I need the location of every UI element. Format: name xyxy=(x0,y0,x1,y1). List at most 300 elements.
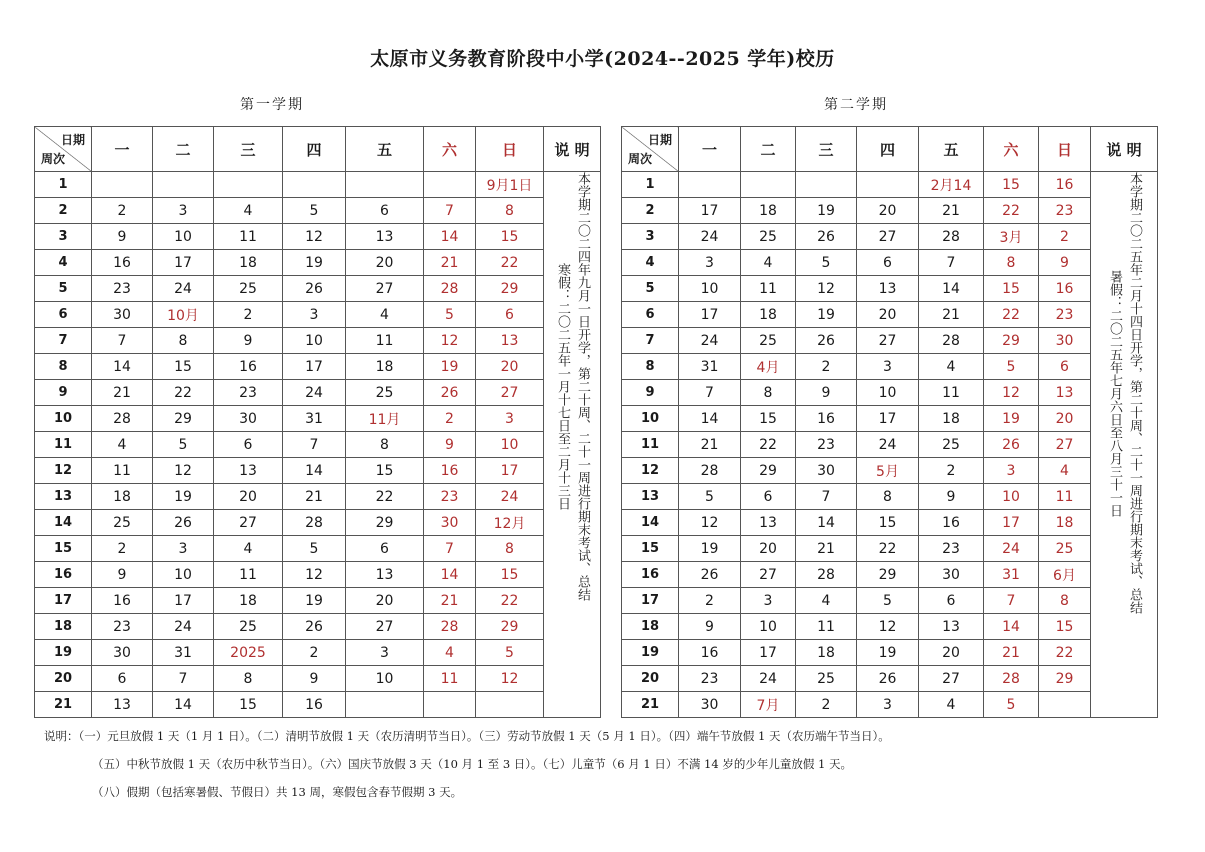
date-cell: 20 xyxy=(1039,406,1091,432)
week-number: 10 xyxy=(35,406,92,432)
date-cell: 4 xyxy=(1039,458,1091,484)
date-cell: 23 xyxy=(796,432,857,458)
week-row xyxy=(35,536,601,562)
week-number: 7 xyxy=(35,328,92,354)
date-cell: 2 xyxy=(796,692,857,718)
date-cell: 6 xyxy=(741,484,796,510)
date-cell: 8 xyxy=(346,432,424,458)
date-cell: 19 xyxy=(153,484,214,510)
date-cell: 9 xyxy=(919,484,984,510)
week-row xyxy=(35,250,601,276)
semester1-body xyxy=(35,172,601,718)
week-number: 12 xyxy=(35,458,92,484)
semester1-title: 第一学期 xyxy=(240,97,304,113)
date-cell: 14 xyxy=(984,614,1039,640)
date-cell: 16 xyxy=(92,250,153,276)
week-number: 10 xyxy=(622,406,679,432)
date-cell: 3 xyxy=(857,354,919,380)
week-number: 12 xyxy=(622,458,679,484)
date-cell xyxy=(796,172,857,198)
date-cell: 7 xyxy=(424,198,476,224)
week-row xyxy=(35,588,601,614)
date-cell: 11 xyxy=(92,458,153,484)
date-cell: 25 xyxy=(741,328,796,354)
date-cell: 19 xyxy=(679,536,741,562)
date-cell: 3 xyxy=(346,640,424,666)
date-cell: 7 xyxy=(679,380,741,406)
calendar-title: 太原市义务教育阶段中小学(2024--2025 学年)校历 xyxy=(370,48,835,70)
date-cell: 18 xyxy=(346,354,424,380)
date-cell: 11 xyxy=(424,666,476,692)
date-cell: 4 xyxy=(919,354,984,380)
week-number: 21 xyxy=(622,692,679,718)
footnote-line: 说明：（一）元旦放假 1 天（1 月 1 日）。（二）清明节放假 1 天（农历清明节当日）。（三）劳动节放假 1 天（5 月 1 日）。（四）端午节放假 1 天（农历端午节当日）。 xyxy=(44,729,890,743)
date-cell: 15 xyxy=(214,692,283,718)
date-cell: 17 xyxy=(857,406,919,432)
date-cell: 9 xyxy=(1039,250,1091,276)
date-cell: 2025 xyxy=(214,640,283,666)
week-row xyxy=(35,198,601,224)
note-header: 说 明 xyxy=(1091,127,1158,172)
week-number: 4 xyxy=(622,250,679,276)
date-cell: 3 xyxy=(476,406,544,432)
semester1-header-row xyxy=(35,127,601,172)
date-cell: 12 xyxy=(679,510,741,536)
week-number: 4 xyxy=(35,250,92,276)
date-cell: 4 xyxy=(214,536,283,562)
date-cell: 22 xyxy=(346,484,424,510)
date-cell: 28 xyxy=(679,458,741,484)
date-cell: 4 xyxy=(796,588,857,614)
date-cell: 5 xyxy=(984,354,1039,380)
date-cell: 9 xyxy=(92,562,153,588)
week-row xyxy=(622,614,1158,640)
date-cell: 28 xyxy=(424,614,476,640)
date-cell: 27 xyxy=(346,614,424,640)
date-cell: 28 xyxy=(919,328,984,354)
week-row xyxy=(622,276,1158,302)
date-cell: 2 xyxy=(92,198,153,224)
date-cell: 15 xyxy=(857,510,919,536)
date-cell: 18 xyxy=(741,198,796,224)
date-cell: 10 xyxy=(476,432,544,458)
date-cell: 20 xyxy=(857,198,919,224)
date-cell: 14 xyxy=(796,510,857,536)
date-cell: 2 xyxy=(92,536,153,562)
date-cell: 21 xyxy=(919,302,984,328)
semester2-body xyxy=(622,172,1158,718)
week-row xyxy=(35,484,601,510)
date-cell: 17 xyxy=(153,588,214,614)
date-cell: 13 xyxy=(476,328,544,354)
date-cell: 15 xyxy=(476,562,544,588)
date-cell: 31 xyxy=(283,406,346,432)
date-cell: 5 xyxy=(857,588,919,614)
date-cell: 24 xyxy=(984,536,1039,562)
diag-label-date: 日期 xyxy=(647,133,672,147)
week-number: 8 xyxy=(622,354,679,380)
week-row xyxy=(35,354,601,380)
date-cell xyxy=(153,172,214,198)
date-cell: 7 xyxy=(92,328,153,354)
date-cell: 25 xyxy=(92,510,153,536)
date-cell: 12 xyxy=(857,614,919,640)
date-cell: 6 xyxy=(1039,354,1091,380)
date-cell: 22 xyxy=(984,302,1039,328)
date-cell: 20 xyxy=(214,484,283,510)
week-row xyxy=(35,562,601,588)
date-cell: 4 xyxy=(919,692,984,718)
day-header-thu: 四 xyxy=(283,127,346,172)
date-cell: 6 xyxy=(346,536,424,562)
date-cell: 3 xyxy=(153,536,214,562)
date-cell: 28 xyxy=(984,666,1039,692)
week-number: 9 xyxy=(35,380,92,406)
date-cell: 15 xyxy=(476,224,544,250)
week-row xyxy=(35,276,601,302)
week-row xyxy=(622,640,1158,666)
date-cell: 29 xyxy=(857,562,919,588)
date-cell: 18 xyxy=(1039,510,1091,536)
date-cell: 22 xyxy=(153,380,214,406)
date-cell: 11月 xyxy=(346,406,424,432)
date-cell: 14 xyxy=(153,692,214,718)
date-cell: 17 xyxy=(476,458,544,484)
date-cell: 16 xyxy=(92,588,153,614)
date-cell: 28 xyxy=(92,406,153,432)
date-cell: 11 xyxy=(741,276,796,302)
date-cell: 22 xyxy=(476,250,544,276)
week-row xyxy=(35,510,601,536)
week-row xyxy=(35,328,601,354)
date-cell: 24 xyxy=(857,432,919,458)
date-cell: 11 xyxy=(346,328,424,354)
day-header-mon: 一 xyxy=(92,127,153,172)
date-cell: 13 xyxy=(92,692,153,718)
date-cell: 9 xyxy=(796,380,857,406)
date-cell: 29 xyxy=(984,328,1039,354)
date-cell: 16 xyxy=(1039,276,1091,302)
week-number: 19 xyxy=(35,640,92,666)
week-row xyxy=(35,614,601,640)
date-cell: 29 xyxy=(476,614,544,640)
date-cell: 22 xyxy=(741,432,796,458)
date-cell: 2 xyxy=(796,354,857,380)
date-cell: 13 xyxy=(1039,380,1091,406)
date-cell: 4 xyxy=(92,432,153,458)
week-row xyxy=(35,172,601,198)
date-cell: 26 xyxy=(153,510,214,536)
date-cell: 13 xyxy=(919,614,984,640)
week-row xyxy=(622,380,1158,406)
date-cell: 29 xyxy=(741,458,796,484)
date-cell: 25 xyxy=(796,666,857,692)
day-header-thu: 四 xyxy=(857,127,919,172)
week-row xyxy=(35,458,601,484)
date-cell: 24 xyxy=(153,276,214,302)
date-cell: 13 xyxy=(346,562,424,588)
date-cell: 16 xyxy=(679,640,741,666)
date-cell: 10 xyxy=(679,276,741,302)
day-header-wed: 三 xyxy=(796,127,857,172)
date-cell: 26 xyxy=(796,224,857,250)
date-cell: 21 xyxy=(92,380,153,406)
week-number: 11 xyxy=(35,432,92,458)
date-cell: 2月14 xyxy=(919,172,984,198)
date-cell: 9 xyxy=(92,224,153,250)
date-cell xyxy=(92,172,153,198)
semester2-header-row xyxy=(622,127,1158,172)
semester1-note-text: 本学期二〇二四年九月一日开学，第二十周、二十一周进行期末考试、总结 xyxy=(575,172,590,601)
date-cell: 14 xyxy=(283,458,346,484)
date-cell: 6 xyxy=(476,302,544,328)
date-cell: 22 xyxy=(1039,640,1091,666)
date-cell: 27 xyxy=(741,562,796,588)
day-header-sun: 日 xyxy=(1039,127,1091,172)
date-cell: 28 xyxy=(796,562,857,588)
footnote-line: （五）中秋节放假 1 天（农历中秋节当日）。（六）国庆节放假 3 天（10 月 1 至 3 日）。（七）儿童节（6 月 1 日）不满 14 岁的少年儿童放假 1 天。 xyxy=(92,757,852,771)
date-cell: 27 xyxy=(346,276,424,302)
week-number: 3 xyxy=(622,224,679,250)
week-row xyxy=(622,250,1158,276)
date-cell: 9 xyxy=(679,614,741,640)
date-cell: 17 xyxy=(679,198,741,224)
date-cell: 26 xyxy=(984,432,1039,458)
week-row xyxy=(35,432,601,458)
date-cell xyxy=(283,172,346,198)
date-cell: 15 xyxy=(984,276,1039,302)
date-cell: 5 xyxy=(283,198,346,224)
week-row xyxy=(622,432,1158,458)
week-row xyxy=(622,484,1158,510)
date-cell: 11 xyxy=(919,380,984,406)
date-cell: 7 xyxy=(424,536,476,562)
week-row xyxy=(622,666,1158,692)
week-number: 1 xyxy=(622,172,679,198)
week-number: 14 xyxy=(622,510,679,536)
date-cell: 11 xyxy=(1039,484,1091,510)
date-cell: 31 xyxy=(679,354,741,380)
date-cell: 9 xyxy=(214,328,283,354)
week-number: 17 xyxy=(622,588,679,614)
date-cell: 25 xyxy=(919,432,984,458)
date-cell: 30 xyxy=(919,562,984,588)
date-cell: 7月 xyxy=(741,692,796,718)
date-cell: 23 xyxy=(424,484,476,510)
date-cell: 22 xyxy=(476,588,544,614)
date-cell: 27 xyxy=(476,380,544,406)
date-cell: 21 xyxy=(984,640,1039,666)
date-cell: 27 xyxy=(214,510,283,536)
date-cell: 2 xyxy=(424,406,476,432)
date-cell: 10 xyxy=(153,224,214,250)
date-cell: 14 xyxy=(424,224,476,250)
date-cell: 7 xyxy=(283,432,346,458)
week-number: 18 xyxy=(35,614,92,640)
date-cell: 12 xyxy=(424,328,476,354)
date-cell: 29 xyxy=(1039,666,1091,692)
date-cell: 6 xyxy=(92,666,153,692)
day-header-tue: 二 xyxy=(153,127,214,172)
date-cell: 20 xyxy=(346,250,424,276)
date-cell: 26 xyxy=(679,562,741,588)
date-cell: 15 xyxy=(1039,614,1091,640)
date-cell: 2 xyxy=(679,588,741,614)
date-cell: 15 xyxy=(741,406,796,432)
date-cell xyxy=(346,172,424,198)
date-cell: 12 xyxy=(796,276,857,302)
semester1-vacation-text: 寒假：二〇二五年一月十七日至二月十三日 xyxy=(555,263,570,510)
date-cell: 27 xyxy=(857,224,919,250)
week-row xyxy=(35,692,601,718)
date-cell: 7 xyxy=(919,250,984,276)
week-number: 16 xyxy=(35,562,92,588)
date-cell: 24 xyxy=(679,328,741,354)
date-cell: 16 xyxy=(424,458,476,484)
date-cell: 25 xyxy=(1039,536,1091,562)
week-row xyxy=(35,380,601,406)
week-row xyxy=(622,224,1158,250)
week-row xyxy=(622,562,1158,588)
date-cell: 5月 xyxy=(857,458,919,484)
week-number: 17 xyxy=(35,588,92,614)
date-cell: 3 xyxy=(741,588,796,614)
date-cell: 30 xyxy=(424,510,476,536)
date-cell: 10 xyxy=(153,562,214,588)
date-cell: 18 xyxy=(919,406,984,432)
date-cell: 21 xyxy=(424,588,476,614)
date-cell: 11 xyxy=(796,614,857,640)
date-cell: 6月 xyxy=(1039,562,1091,588)
date-cell: 23 xyxy=(919,536,984,562)
date-cell: 5 xyxy=(796,250,857,276)
date-cell: 15 xyxy=(984,172,1039,198)
date-cell: 4 xyxy=(346,302,424,328)
date-cell: 26 xyxy=(857,666,919,692)
date-cell xyxy=(741,172,796,198)
semester1-note-cell xyxy=(544,172,601,718)
week-number: 2 xyxy=(622,198,679,224)
date-cell: 8 xyxy=(153,328,214,354)
date-cell: 8 xyxy=(214,666,283,692)
date-cell: 16 xyxy=(283,692,346,718)
date-cell: 13 xyxy=(857,276,919,302)
day-header-wed: 三 xyxy=(214,127,283,172)
date-cell: 22 xyxy=(984,198,1039,224)
date-cell: 21 xyxy=(796,536,857,562)
date-cell: 27 xyxy=(1039,432,1091,458)
date-cell: 18 xyxy=(92,484,153,510)
date-cell: 28 xyxy=(283,510,346,536)
date-cell: 22 xyxy=(857,536,919,562)
date-cell: 12 xyxy=(283,224,346,250)
date-cell: 17 xyxy=(679,302,741,328)
date-cell: 9 xyxy=(424,432,476,458)
date-cell: 14 xyxy=(424,562,476,588)
date-cell: 5 xyxy=(283,536,346,562)
diagonal-header xyxy=(35,127,92,172)
week-row xyxy=(622,328,1158,354)
week-number: 6 xyxy=(622,302,679,328)
week-row xyxy=(622,354,1158,380)
week-number: 14 xyxy=(35,510,92,536)
date-cell: 30 xyxy=(92,302,153,328)
date-cell: 26 xyxy=(283,276,346,302)
date-cell: 21 xyxy=(679,432,741,458)
date-cell: 23 xyxy=(92,276,153,302)
date-cell: 24 xyxy=(476,484,544,510)
date-cell: 12 xyxy=(476,666,544,692)
date-cell: 15 xyxy=(346,458,424,484)
date-cell: 3 xyxy=(283,302,346,328)
date-cell: 7 xyxy=(984,588,1039,614)
week-row xyxy=(35,406,601,432)
week-row xyxy=(35,302,601,328)
date-cell: 24 xyxy=(679,224,741,250)
date-cell: 3 xyxy=(153,198,214,224)
week-number: 3 xyxy=(35,224,92,250)
date-cell: 17 xyxy=(283,354,346,380)
week-row xyxy=(35,640,601,666)
date-cell xyxy=(1039,692,1091,718)
date-cell: 24 xyxy=(153,614,214,640)
date-cell: 26 xyxy=(796,328,857,354)
date-cell: 8 xyxy=(857,484,919,510)
week-number: 15 xyxy=(622,536,679,562)
date-cell: 3月 xyxy=(984,224,1039,250)
date-cell: 23 xyxy=(1039,302,1091,328)
date-cell: 23 xyxy=(92,614,153,640)
date-cell: 24 xyxy=(283,380,346,406)
date-cell: 28 xyxy=(424,276,476,302)
date-cell: 10 xyxy=(346,666,424,692)
diag-label-week: 周次 xyxy=(41,152,66,166)
date-cell: 23 xyxy=(679,666,741,692)
week-row xyxy=(622,406,1158,432)
footnote-line: （八）假期（包括寒暑假、节假日）共 13 周，寒假包含春节假期 3 天。 xyxy=(92,785,463,799)
date-cell: 11 xyxy=(214,562,283,588)
date-cell: 16 xyxy=(214,354,283,380)
date-cell: 23 xyxy=(214,380,283,406)
day-header-sat: 六 xyxy=(424,127,476,172)
date-cell: 4 xyxy=(214,198,283,224)
date-cell: 5 xyxy=(424,302,476,328)
date-cell: 26 xyxy=(424,380,476,406)
week-number: 13 xyxy=(622,484,679,510)
date-cell: 7 xyxy=(153,666,214,692)
date-cell: 19 xyxy=(857,640,919,666)
week-number: 21 xyxy=(35,692,92,718)
week-row xyxy=(622,510,1158,536)
date-cell: 19 xyxy=(424,354,476,380)
date-cell: 20 xyxy=(741,536,796,562)
date-cell: 10 xyxy=(283,328,346,354)
date-cell: 30 xyxy=(1039,328,1091,354)
week-row xyxy=(622,588,1158,614)
date-cell: 4 xyxy=(741,250,796,276)
date-cell: 19 xyxy=(984,406,1039,432)
day-header-fri: 五 xyxy=(919,127,984,172)
semester2-title: 第二学期 xyxy=(824,97,888,113)
date-cell xyxy=(857,172,919,198)
day-header-sat: 六 xyxy=(984,127,1039,172)
date-cell: 2 xyxy=(283,640,346,666)
date-cell: 21 xyxy=(283,484,346,510)
date-cell: 9 xyxy=(283,666,346,692)
week-row xyxy=(622,172,1158,198)
date-cell: 9月1日 xyxy=(476,172,544,198)
footnotes xyxy=(44,722,1174,806)
